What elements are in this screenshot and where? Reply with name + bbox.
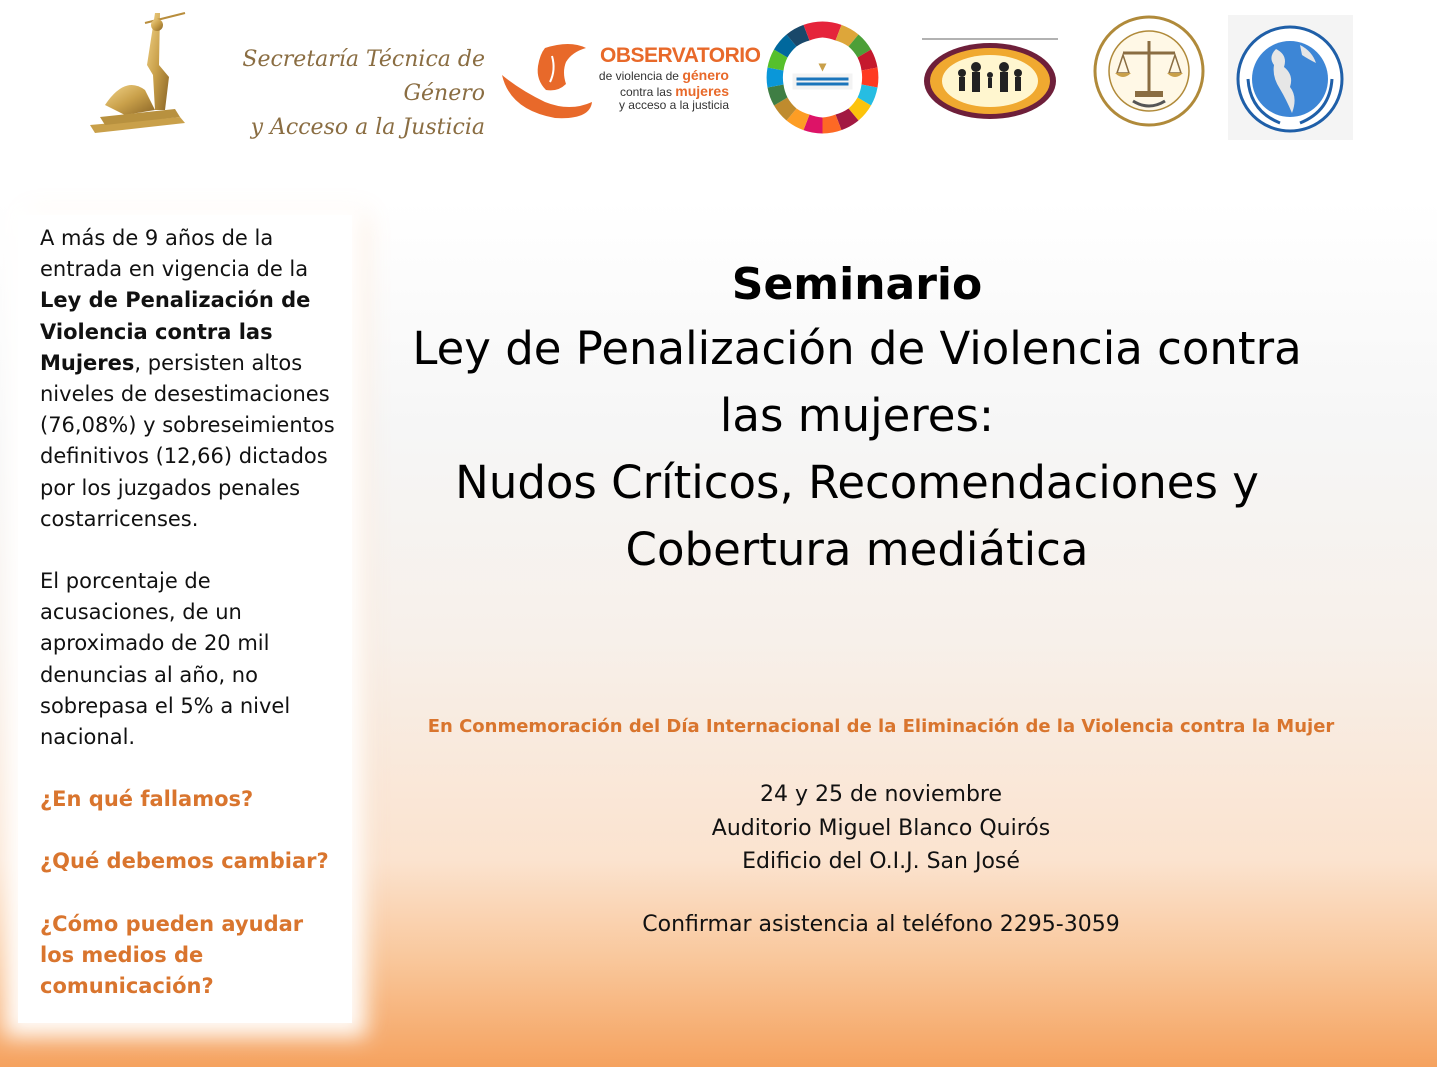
intro-paragraph-2: El porcentaje de acusaciones, de un aproximado de 20 mil denuncias al año, no sobrepasa el 5% a nivel nacional. bbox=[40, 569, 291, 750]
event-venue: Auditorio Miguel Blanco Quirós bbox=[711, 815, 1051, 841]
seminar-subtitle-line3: Nudos Críticos, Recomendaciones y bbox=[455, 456, 1259, 509]
family-icon bbox=[920, 37, 1060, 122]
observatorio-line1: de violencia de género bbox=[598, 67, 729, 83]
family-oval-logo bbox=[920, 37, 1060, 122]
secretaria-line1: Secretaría Técnica de Género bbox=[242, 47, 485, 106]
seminar-title: Seminario bbox=[731, 259, 983, 310]
question-1: ¿En qué fallamos? bbox=[40, 787, 254, 812]
question-2: ¿Qué debemos cambiar? bbox=[40, 849, 329, 874]
sdg-wheel-icon bbox=[765, 20, 880, 135]
acojud-logo bbox=[1093, 15, 1205, 127]
event-building: Edificio del O.I.J. San José bbox=[742, 849, 1020, 874]
intro-text bbox=[40, 223, 340, 1002]
header-logos bbox=[0, 0, 1437, 160]
intro-paragraph-1: A más de 9 años de la entrada en vigencia de la Ley de Penalización de Violencia contra las Mujeres, persisten altos niveles de desestimaciones (76,08%) y sobreseimientos definitivos (12,66) dictados por los juzgados penales costarricenses. bbox=[40, 226, 335, 531]
observatorio-line2: contra las mujeres bbox=[619, 83, 729, 99]
seminar-subtitle-line2: las mujeres: bbox=[719, 389, 995, 442]
observatorio-logo bbox=[500, 40, 761, 120]
seminar-subtitle-line4: Cobertura mediática bbox=[625, 523, 1089, 576]
scales-icon bbox=[1093, 15, 1205, 127]
secretaria-logo bbox=[85, 5, 485, 140]
observatorio-line3: y acceso a la justicia bbox=[618, 98, 729, 112]
observatorio-title: OBSERVATORIO bbox=[600, 44, 761, 67]
globe-icon bbox=[1228, 15, 1353, 140]
justice-statue-icon bbox=[85, 5, 195, 135]
intro-panel bbox=[18, 215, 352, 1023]
law-name: Ley de Penalización de Violencia contra las Mujeres bbox=[40, 288, 311, 375]
seminar-title-block bbox=[380, 255, 1334, 583]
question-3: ¿Cómo pueden ayudar los medios de comunicación? bbox=[40, 911, 304, 999]
commemoration-text: En Conmemoración del Día Internacional de la Eliminación de la Violencia contra la Mujer bbox=[427, 716, 1335, 737]
secretaria-line2: y Acceso a la Justicia bbox=[250, 115, 485, 140]
woman-profile-icon bbox=[500, 40, 595, 120]
event-details bbox=[580, 778, 1182, 879]
ilanud-logo bbox=[1228, 15, 1353, 140]
rsvp-text: Confirmar asistencia al teléfono 2295-3059 bbox=[642, 912, 1120, 937]
event-date: 24 y 25 de noviembre bbox=[759, 782, 1003, 807]
seminar-subtitle-line1: Ley de Penalización de Violencia contra bbox=[412, 322, 1302, 375]
sdg-logo bbox=[765, 20, 880, 135]
